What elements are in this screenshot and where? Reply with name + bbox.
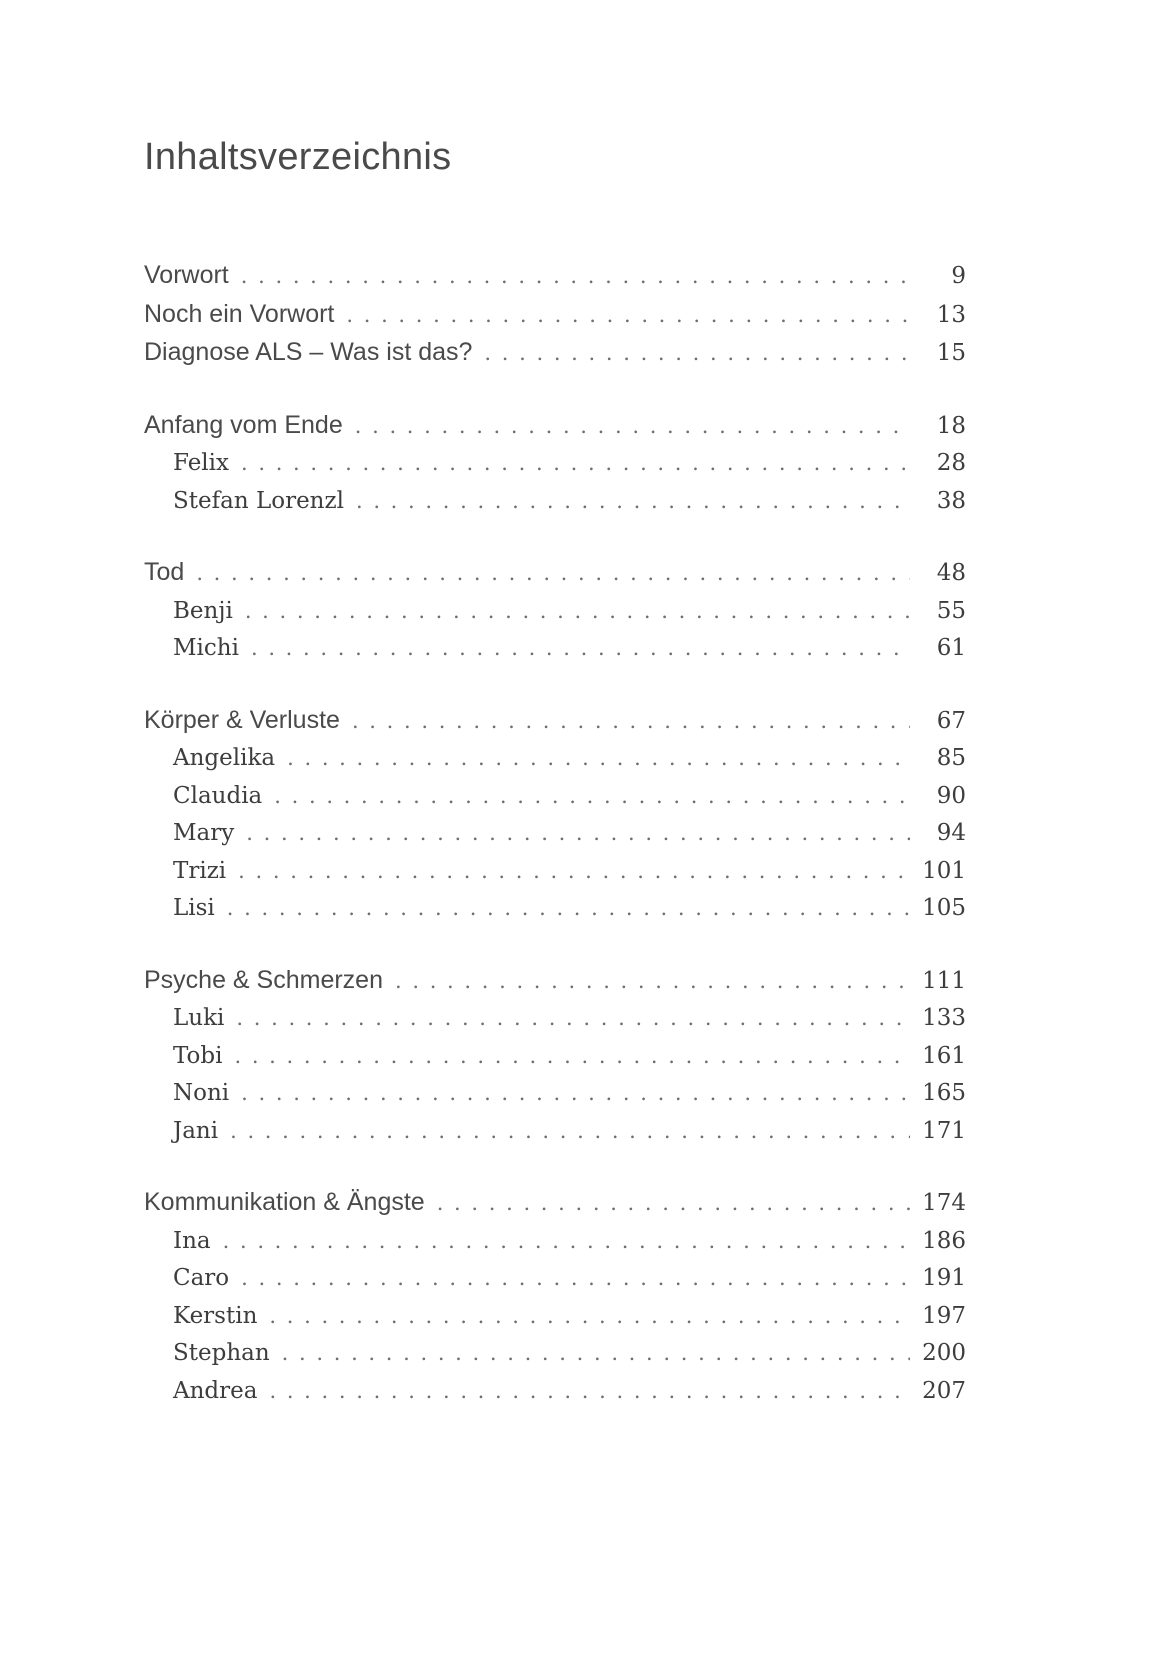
toc-group — [144, 702, 966, 928]
toc-entry-label: Trizi — [173, 857, 227, 884]
toc-page-number: 18 — [936, 412, 966, 439]
toc-group — [144, 962, 966, 1151]
dot-leader — [241, 258, 910, 296]
toc-entry-label: Benji — [173, 597, 233, 624]
dot-leader — [236, 1000, 910, 1038]
toc-row — [144, 1113, 966, 1151]
toc-group — [144, 257, 966, 373]
toc-entry-label: Kerstin — [173, 1302, 258, 1329]
dot-leader — [274, 778, 910, 816]
toc-page-number: 67 — [936, 707, 966, 734]
toc-entry-label: Lisi — [173, 895, 215, 921]
dot-leader — [234, 1038, 910, 1076]
toc-page-number: 105 — [922, 895, 966, 921]
toc-row — [144, 1260, 966, 1298]
toc-row — [144, 1184, 966, 1223]
toc-row — [144, 890, 966, 928]
toc-page-number: 94 — [936, 820, 966, 846]
toc-row — [144, 257, 966, 296]
dot-leader — [241, 1075, 910, 1113]
toc-page-number: 171 — [922, 1117, 966, 1144]
toc-entry-label: Noni — [173, 1080, 230, 1106]
toc-row — [144, 740, 966, 778]
dot-leader — [245, 593, 910, 631]
toc-entry-label: Noch ein Vorwort — [144, 299, 335, 328]
dot-leader — [230, 1113, 910, 1151]
toc-page-number: 9 — [951, 263, 966, 289]
toc-row — [144, 853, 966, 891]
dot-leader — [355, 408, 910, 446]
toc-row — [144, 1373, 966, 1411]
toc-group — [144, 407, 966, 521]
toc-entry-label: Kommunikation & Ängste — [144, 1188, 425, 1216]
dot-leader — [437, 1185, 910, 1223]
toc-entry-label: Diagnose ALS – Was ist das? — [144, 338, 473, 366]
toc-page-number: 13 — [936, 301, 966, 328]
toc-entry-label: Felix — [173, 450, 229, 476]
toc-page-number: 85 — [936, 745, 966, 771]
dot-leader — [238, 853, 910, 891]
dot-leader — [196, 555, 910, 593]
toc-page-number: 161 — [922, 1042, 966, 1069]
toc-row — [144, 962, 966, 1001]
toc-row — [144, 815, 966, 853]
dot-leader — [251, 630, 910, 668]
dot-leader — [395, 963, 910, 1001]
dot-leader — [227, 890, 910, 928]
toc-page-number: 111 — [922, 967, 966, 994]
toc-row — [144, 702, 966, 741]
toc-entry-label: Vorwort — [144, 261, 229, 289]
toc-row — [144, 1000, 966, 1038]
toc-entry-label: Stephan — [173, 1340, 270, 1366]
toc-entry-label: Tod — [144, 558, 185, 586]
toc-page-number: 90 — [936, 782, 966, 809]
toc-entry-label: Claudia — [173, 782, 263, 809]
dot-leader — [346, 297, 910, 335]
dot-leader — [352, 703, 910, 741]
toc-page-number: 191 — [922, 1265, 966, 1291]
toc-page-number: 101 — [922, 857, 966, 884]
toc-row — [144, 554, 966, 593]
dot-leader — [246, 815, 910, 853]
dot-leader — [287, 740, 910, 778]
toc-row — [144, 1298, 966, 1336]
toc-page-number: 165 — [922, 1080, 966, 1106]
toc-row — [144, 593, 966, 631]
toc-entry-label: Psyche & Schmerzen — [144, 965, 383, 994]
toc-row — [144, 483, 966, 521]
toc-row — [144, 1223, 966, 1261]
toc-row — [144, 445, 966, 483]
toc-entry-label: Jani — [173, 1117, 219, 1144]
dot-leader — [223, 1223, 910, 1261]
toc-group — [144, 1184, 966, 1410]
toc-entry-label: Andrea — [173, 1377, 258, 1404]
toc-row — [144, 296, 966, 335]
toc-page-number: 197 — [922, 1302, 966, 1329]
toc-row — [144, 334, 966, 373]
dot-leader — [241, 445, 910, 483]
dot-leader — [241, 1260, 910, 1298]
toc-page-number: 48 — [936, 560, 966, 586]
toc-row — [144, 1075, 966, 1113]
toc-entry-label: Anfang vom Ende — [144, 410, 343, 439]
toc-page-number: 61 — [936, 635, 966, 661]
toc-row — [144, 630, 966, 668]
toc-entry-label: Körper & Verluste — [144, 705, 340, 734]
toc-entry-label: Tobi — [173, 1042, 223, 1069]
dot-leader — [269, 1298, 910, 1336]
toc-page-number: 38 — [936, 487, 966, 514]
toc-group — [144, 554, 966, 668]
toc-row — [144, 1335, 966, 1373]
toc-entry-label: Ina — [173, 1227, 211, 1254]
toc-page-number: 28 — [936, 450, 966, 476]
dot-leader — [269, 1373, 910, 1411]
toc-page-number: 200 — [922, 1340, 966, 1366]
dot-leader — [484, 335, 910, 373]
dot-leader — [356, 483, 910, 521]
toc-page-number: 133 — [922, 1005, 966, 1031]
toc-entry-label: Stefan Lorenzl — [173, 487, 344, 514]
toc-page-number: 207 — [922, 1377, 966, 1404]
toc-row — [144, 1038, 966, 1076]
toc-entry-label: Luki — [173, 1005, 225, 1031]
dot-leader — [282, 1335, 910, 1373]
page-title: Inhaltsverzeichnis — [144, 136, 452, 178]
toc-entry-label: Michi — [173, 635, 239, 661]
toc-page-number: 174 — [922, 1190, 966, 1216]
toc-page-number: 15 — [936, 340, 966, 366]
toc-row — [144, 778, 966, 816]
toc-row — [144, 407, 966, 446]
toc-page-number: 186 — [922, 1227, 966, 1254]
toc-entry-label: Angelika — [173, 745, 276, 771]
toc-entry-label: Mary — [173, 820, 235, 846]
toc-page-number: 55 — [936, 597, 966, 624]
toc-list — [144, 257, 966, 1410]
toc-entry-label: Caro — [173, 1265, 230, 1291]
